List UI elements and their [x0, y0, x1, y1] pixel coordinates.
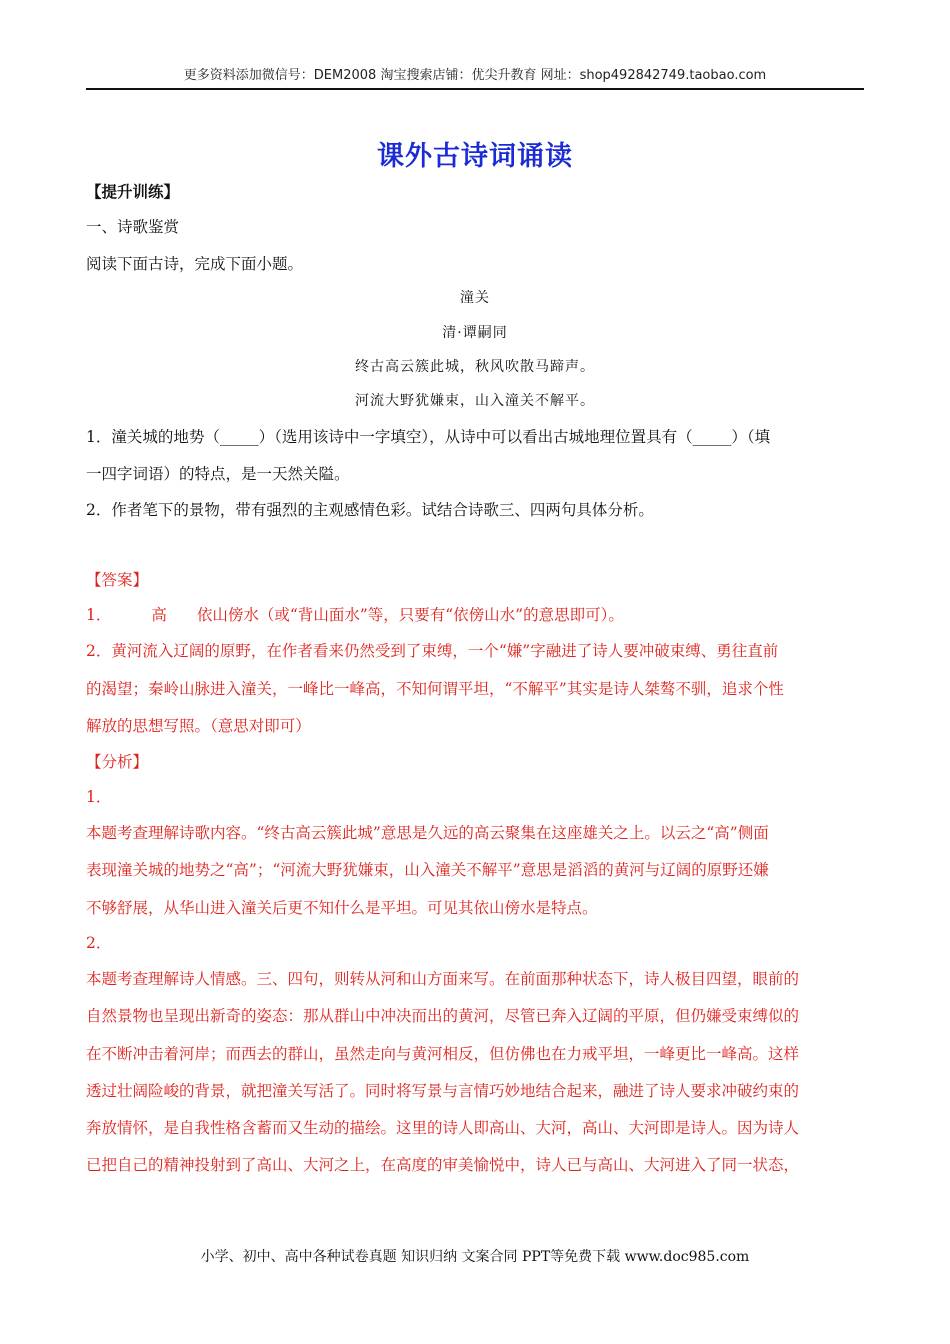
analysis-2-line-2: 自然景物也呈现出新奇的姿态：那从群山中冲决而出的黄河，尽管已奔入辽阔的平原，但仍嫌受束缚似的	[86, 1007, 800, 1025]
section-tag: 【提升训练】	[86, 183, 180, 201]
page-header-text: 更多资料添加微信号：DEM2008 淘宝搜索店铺：优尖升教育 网址：shop492842749.taobao.com	[183, 68, 767, 83]
instruction-text: 阅读下面古诗，完成下面小题。	[86, 255, 304, 273]
analysis-1-line-1: 本题考查理解诗歌内容。“终古高云簇此城”意思是久远的高云聚集在这座雄关之上。以云之“高”侧面	[86, 824, 769, 842]
answer-1-text: 依山傍水（或“背山面水”等，只要有“依傍山水”的意思即可）。	[196, 606, 624, 624]
answer-2-line-2: 的渴望；秦岭山脉进入潼关，一峰比一峰高，不知何谓平坦，“不解平”其实是诗人桀骜不驯，追求个性	[86, 680, 784, 698]
question-2: 2．作者笔下的景物，带有强烈的主观感情色彩。试结合诗歌三、四两句具体分析。	[86, 501, 654, 519]
poem-line-2: 河流大野犹嫌束，山入潼关不解平。	[355, 393, 595, 409]
poem-title: 潼关	[460, 290, 490, 306]
page-footer-text: 小学、初中、高中各种试卷真题 知识归纳 文案合同 PPT等免费下载 www.doc985.com	[200, 1249, 750, 1265]
analysis-2-line-6: 已把自己的精神投射到了高山、大河之上，在高度的审美愉悦中，诗人已与高山、大河进入了同一状态，	[86, 1156, 800, 1174]
answer-tag: 【答案】	[86, 571, 149, 589]
question-heading: 一、诗歌鉴赏	[86, 218, 180, 236]
header-divider	[86, 88, 864, 90]
analysis-1-line-2: 表现潼关城的地势之“高”；“河流大野犹嫌束，山入潼关不解平”意思是滔滔的黄河与辽阔的原野还嫌	[86, 861, 769, 879]
answer-1	[86, 603, 864, 625]
poem-line-1: 终古高云簇此城，秋风吹散马蹄声。	[355, 359, 595, 375]
analysis-2-number: 2．	[86, 934, 112, 952]
analysis-tag: 【分析】	[86, 753, 149, 771]
analysis-2-line-1: 本题考查理解诗人情感。三、四句，则转从河和山方面来写。在前面那种状态下，诗人极目四望，眼前的	[86, 970, 800, 988]
answer-1-word: 高	[151, 606, 167, 624]
analysis-2-line-4: 透过壮阔险峻的背景，就把潼关写活了。同时将写景与言情巧妙地结合起来，融进了诗人要求冲破约束的	[86, 1082, 800, 1100]
answer-2-line-1: 2．黄河流入辽阔的原野，在作者看来仍然受到了束缚，一个“嫌”字融进了诗人要冲破束缚、勇往直前	[86, 642, 779, 660]
question-1-line-1: 1．潼关城的地势（_____）（选用该诗中一字填空），从诗中可以看出古城地理位置具有（_____）（填	[86, 428, 771, 446]
poem-author: 清·谭嗣同	[442, 325, 508, 341]
analysis-2-line-3: 在不断冲击着河岸；而西去的群山，虽然走向与黄河相反，但仿佛也在力戒平坦，一峰更比一峰高。这样	[86, 1045, 800, 1063]
answer-1-number: 1．	[86, 606, 112, 624]
answer-2-line-3: 解放的思想写照。（意思对即可）	[86, 717, 311, 735]
question-1-line-2: 一四字词语）的特点，是一天然关隘。	[86, 465, 350, 483]
analysis-2-line-5: 奔放情怀，是自我性格含蓄而又生动的描绘。这里的诗人即高山、大河，高山、大河即是诗人。因为诗人	[86, 1119, 800, 1137]
analysis-1-line-3: 不够舒展，从华山进入潼关后更不知什么是平坦。可见其依山傍水是特点。	[86, 899, 598, 917]
analysis-1-number: 1．	[86, 788, 112, 806]
document-title: 课外古诗词诵读	[377, 141, 573, 172]
